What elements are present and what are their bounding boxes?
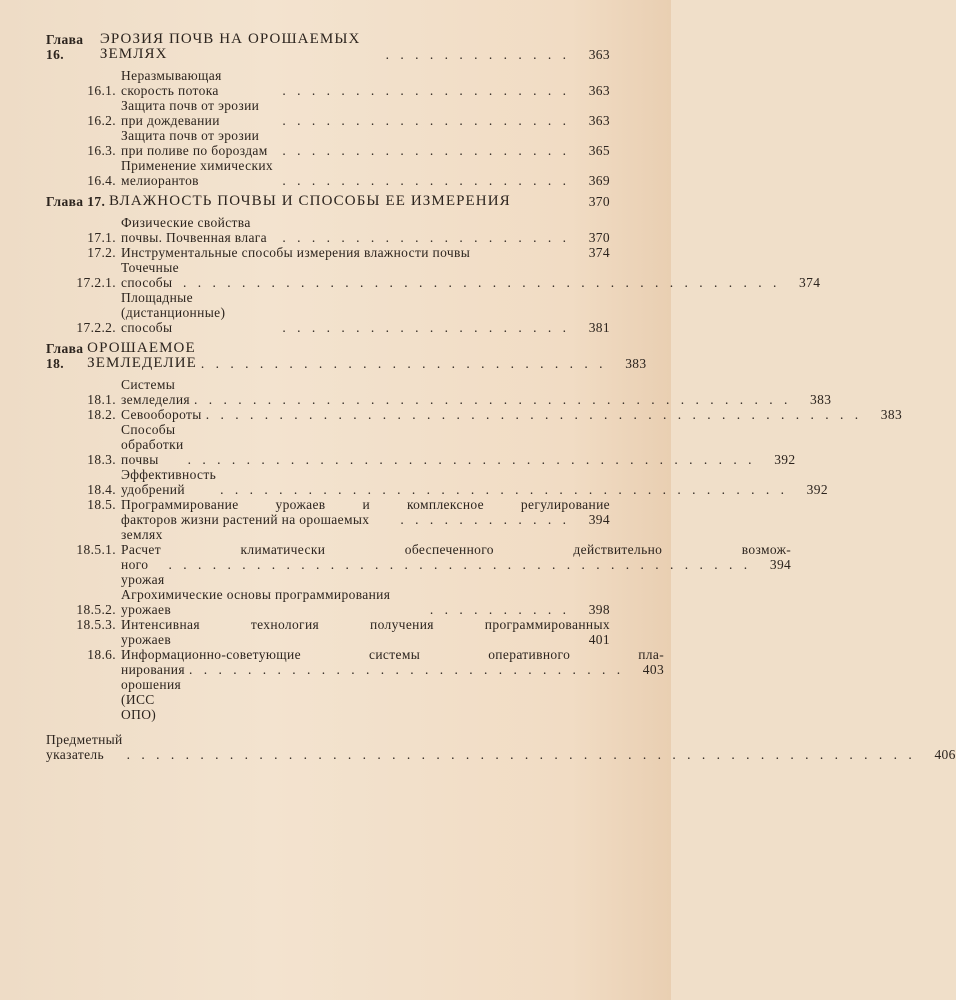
chapter-16-heading (46, 32, 610, 62)
section-number: 17.1. (87, 230, 116, 245)
page-number: 398 (588, 602, 610, 617)
section-number: 17.2. (87, 245, 116, 260)
section-title: Эффективность удобрений (121, 467, 217, 497)
toc-entry (46, 647, 665, 722)
leader-dots: . . . . . . . . . . . . . . . . . . . . . . . . . . . . . . . . . . . . . . . (220, 482, 788, 497)
chapter-title: ВЛАЖНОСТЬ ПОЧВЫ И СПОСОБЫ ЕЕ ИЗМЕРЕНИЯ (109, 193, 511, 209)
section-number: 17.2.2. (76, 320, 116, 335)
section-number: 18.3. (87, 452, 116, 467)
section-title: Способы обработки почвы (121, 422, 184, 467)
section-title: Физические свойства почвы. Почвенная влага (121, 215, 268, 245)
page-number: 374 (588, 245, 610, 260)
section-number: 18.1. (87, 392, 116, 407)
chapter-18-heading (46, 340, 647, 371)
chapter-label: Глава 18. (46, 341, 84, 371)
leader-dots: . . . . . . . . . . . . . . . . . . . . (282, 320, 570, 335)
leader-dots: . . . . . . . . . . . . . (385, 47, 570, 62)
page-number: 383 (625, 356, 647, 371)
page-number: 406 (934, 747, 956, 762)
toc-entry (46, 68, 610, 98)
page-number: 370 (588, 194, 610, 209)
chapter-17-heading (46, 194, 610, 209)
page-number: 363 (588, 113, 610, 128)
section-number: 18.6. (87, 647, 116, 662)
index-title: Предметный указатель (46, 732, 123, 762)
leader-dots: . . . . . . . . . . . . . . . . . . . . . . . . . . . . . . . . . . . . . . . . (168, 557, 752, 572)
section-number: 16.2. (87, 113, 116, 128)
page-number: 363 (588, 83, 610, 98)
chapter-title: ОРОШАЕМОЕ ЗЕМЛЕДЕЛИЕ (87, 340, 197, 371)
page-number: 392 (806, 482, 828, 497)
leader-dots: . . . . . . . . . . . . . . . . . . . . (282, 173, 570, 188)
toc-entry (46, 215, 610, 245)
section-title: Защита почв от эрозии при дождевании (121, 98, 260, 128)
section-title: Площадные (дистанционные) способы (121, 290, 226, 335)
leader-dots: . . . . . . . . . . . . . . . . . . . . (282, 143, 570, 158)
section-title-line1: Интенсивная технология получения программированных (121, 617, 610, 632)
section-number: 18.2. (87, 407, 116, 422)
page-number: 381 (588, 320, 610, 335)
section-title: Применение химических мелиорантов (121, 158, 274, 188)
leader-dots: . . . . . . . . . . . . . . . . . . . . . . . . . . . . . . (188, 662, 625, 677)
page-number: 369 (588, 173, 610, 188)
toc-entry (46, 407, 903, 422)
section-title-line2: нирования орошения (ИСС ОПО) (121, 662, 185, 722)
chapter-title: ЭРОЗИЯ ПОЧВ НА ОРОШАЕМЫХ ЗЕМЛЯХ (99, 31, 361, 62)
section-number: 16.1. (87, 83, 116, 98)
section-title: Инструментальные способы измерения влажности почвы (121, 245, 471, 260)
leader-dots (171, 632, 570, 647)
table-of-contents (46, 31, 956, 762)
page-number: 403 (642, 662, 665, 677)
section-number: 16.4. (87, 173, 116, 188)
page-number: 394 (769, 557, 792, 572)
toc-entry (46, 587, 610, 617)
page-number: 363 (588, 47, 610, 62)
section-title-line1: Информационно-советующие системы оперативного пла- (121, 647, 665, 662)
section-title-line2: факторов жизни растений на орошаемых землях (121, 512, 370, 542)
toc-entry (46, 542, 792, 587)
section-title-line2: ного урожая (121, 557, 165, 587)
section-title: Севообороты (121, 407, 202, 422)
leader-dots: . . . . . . . . . . . . . . . . . . . . . . . . . . . . . . . . . . . . . . . . . (193, 392, 792, 407)
toc-entry (46, 467, 828, 497)
section-number: 18.5.3. (76, 617, 116, 632)
toc-entry (46, 98, 610, 128)
page-number: 383 (880, 407, 903, 422)
leader-dots: . . . . . . . . . . (429, 602, 570, 617)
toc-entry (46, 497, 610, 542)
toc-entry (46, 377, 832, 407)
section-number: 18.5. (87, 497, 116, 512)
leader-dots: . . . . . . . . . . . . . . . . . . . . . . . . . . . . . . . . . . . . . . . . . . . . . . . . . . . . . . (126, 747, 916, 762)
section-number: 18.4. (87, 482, 116, 497)
leader-dots: . . . . . . . . . . . . . . . . . . . . (282, 83, 570, 98)
section-number: 18.5.2. (76, 602, 116, 617)
leader-dots: . . . . . . . . . . . . . . . . . . . . (282, 113, 570, 128)
chapter-label: Глава 17. (46, 194, 106, 209)
toc-entry (46, 617, 610, 647)
leader-dots: . . . . . . . . . . . . . . . . . . . . . . . . . . . . (200, 356, 607, 371)
section-title: Неразмывающая скорость потока (121, 68, 222, 98)
section-title: Точечные способы (121, 260, 179, 290)
toc-entry-index (46, 732, 956, 762)
section-title-line1: Расчет климатически обеспеченного действительно возмож- (121, 542, 792, 557)
section-title-line1: Программирование урожаев и комплексное регулирование (121, 497, 610, 512)
section-title-line2: урожаев (121, 632, 172, 647)
page-number: 401 (588, 632, 610, 647)
toc-entry (46, 422, 796, 467)
page-number: 365 (588, 143, 610, 158)
toc-entry (46, 290, 610, 335)
page-number: 383 (810, 392, 832, 407)
leader-dots: . . . . . . . . . . . . (400, 512, 570, 527)
chapter-label: Глава 16. (46, 32, 84, 62)
page-number: 392 (774, 452, 796, 467)
section-title: Агрохимические основы программирования урожаев (121, 587, 391, 617)
leader-dots: . . . . . . . . . . . . . . . . . . . . . . . . . . . . . . . . . . . . . . . . . (182, 275, 781, 290)
section-number: 16.3. (87, 143, 116, 158)
page-number: 374 (799, 275, 821, 290)
toc-entry (46, 245, 610, 260)
page-number: 370 (588, 230, 610, 245)
toc-entry (46, 128, 610, 158)
section-number: 18.5.1. (76, 542, 116, 557)
toc-entry (46, 260, 821, 290)
section-number: 17.2.1. (76, 275, 116, 290)
toc-entry (46, 158, 610, 188)
page-number: 394 (588, 512, 610, 527)
leader-dots: . . . . . . . . . . . . . . . . . . . . (282, 230, 570, 245)
section-title: Системы земледелия (121, 377, 190, 407)
leader-dots: . . . . . . . . . . . . . . . . . . . . . . . . . . . . . . . . . . . . . . . (187, 452, 756, 467)
leader-dots: . . . . . . . . . . . . . . . . . . . . . . . . . . . . . . . . . . . . . . . . . . . . . (205, 407, 863, 422)
section-title: Защита почв от эрозии при поливе по бороздам (121, 128, 268, 158)
